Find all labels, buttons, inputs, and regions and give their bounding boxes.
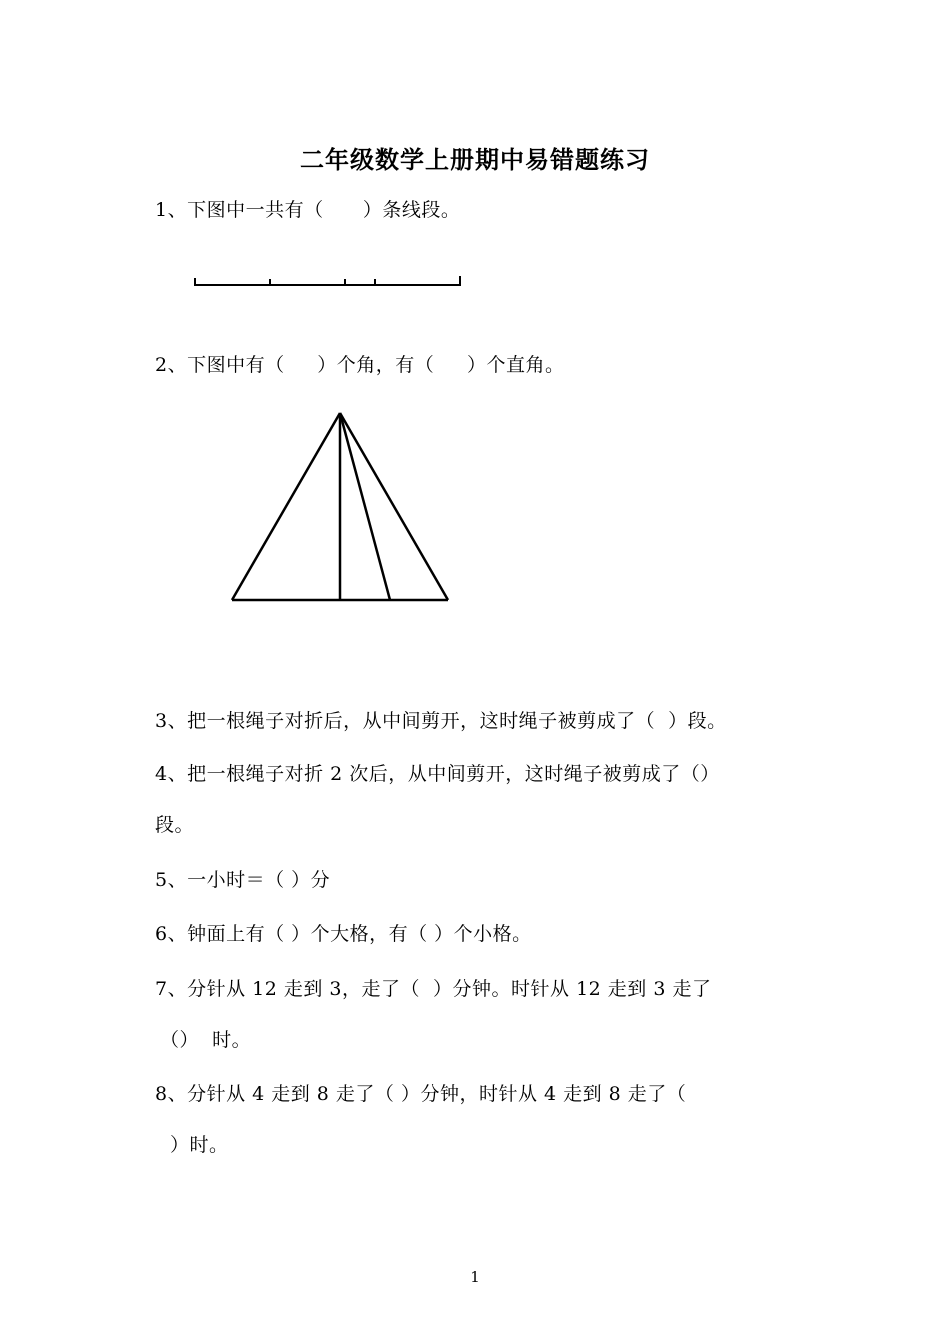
segment-figure (195, 276, 460, 286)
question-4-line-1: 4、把一根绳子对折 2 次后，从中间剪开，这时绳子被剪成了（） (155, 763, 720, 785)
question-4-line-2: 段。 (155, 814, 195, 836)
question-8-line-2: ）时。 (170, 1134, 229, 1156)
question-7-line-1: 7、分针从 12 走到 3，走了（ ）分钟。时针从 12 走到 3 走了 (155, 978, 712, 1000)
question-1: 1、下图中一共有（ ）条线段。 (155, 199, 461, 221)
question-6: 6、钟面上有（ ）个大格，有（ ）个小格。 (155, 923, 532, 945)
question-5: 5、一小时＝（ ）分 (155, 869, 331, 891)
page-title: 二年级数学上册期中易错题练习 (300, 145, 650, 174)
triangle-left-side (232, 413, 340, 600)
question-8-line-1: 8、分针从 4 走到 8 走了（ ）分钟，时针从 4 走到 8 走了（ (155, 1083, 687, 1105)
triangle-slant-line (340, 413, 390, 600)
triangle-right-side (340, 413, 448, 600)
triangle-angle-figure (232, 413, 448, 600)
page-number: 1 (470, 1268, 480, 1286)
question-3: 3、把一根绳子对折后，从中间剪开，这时绳子被剪成了（ ）段。 (155, 710, 727, 732)
question-2: 2、下图中有（ ）个角，有（ ）个直角。 (155, 354, 565, 376)
question-7-line-2: （） 时。 (160, 1029, 252, 1051)
